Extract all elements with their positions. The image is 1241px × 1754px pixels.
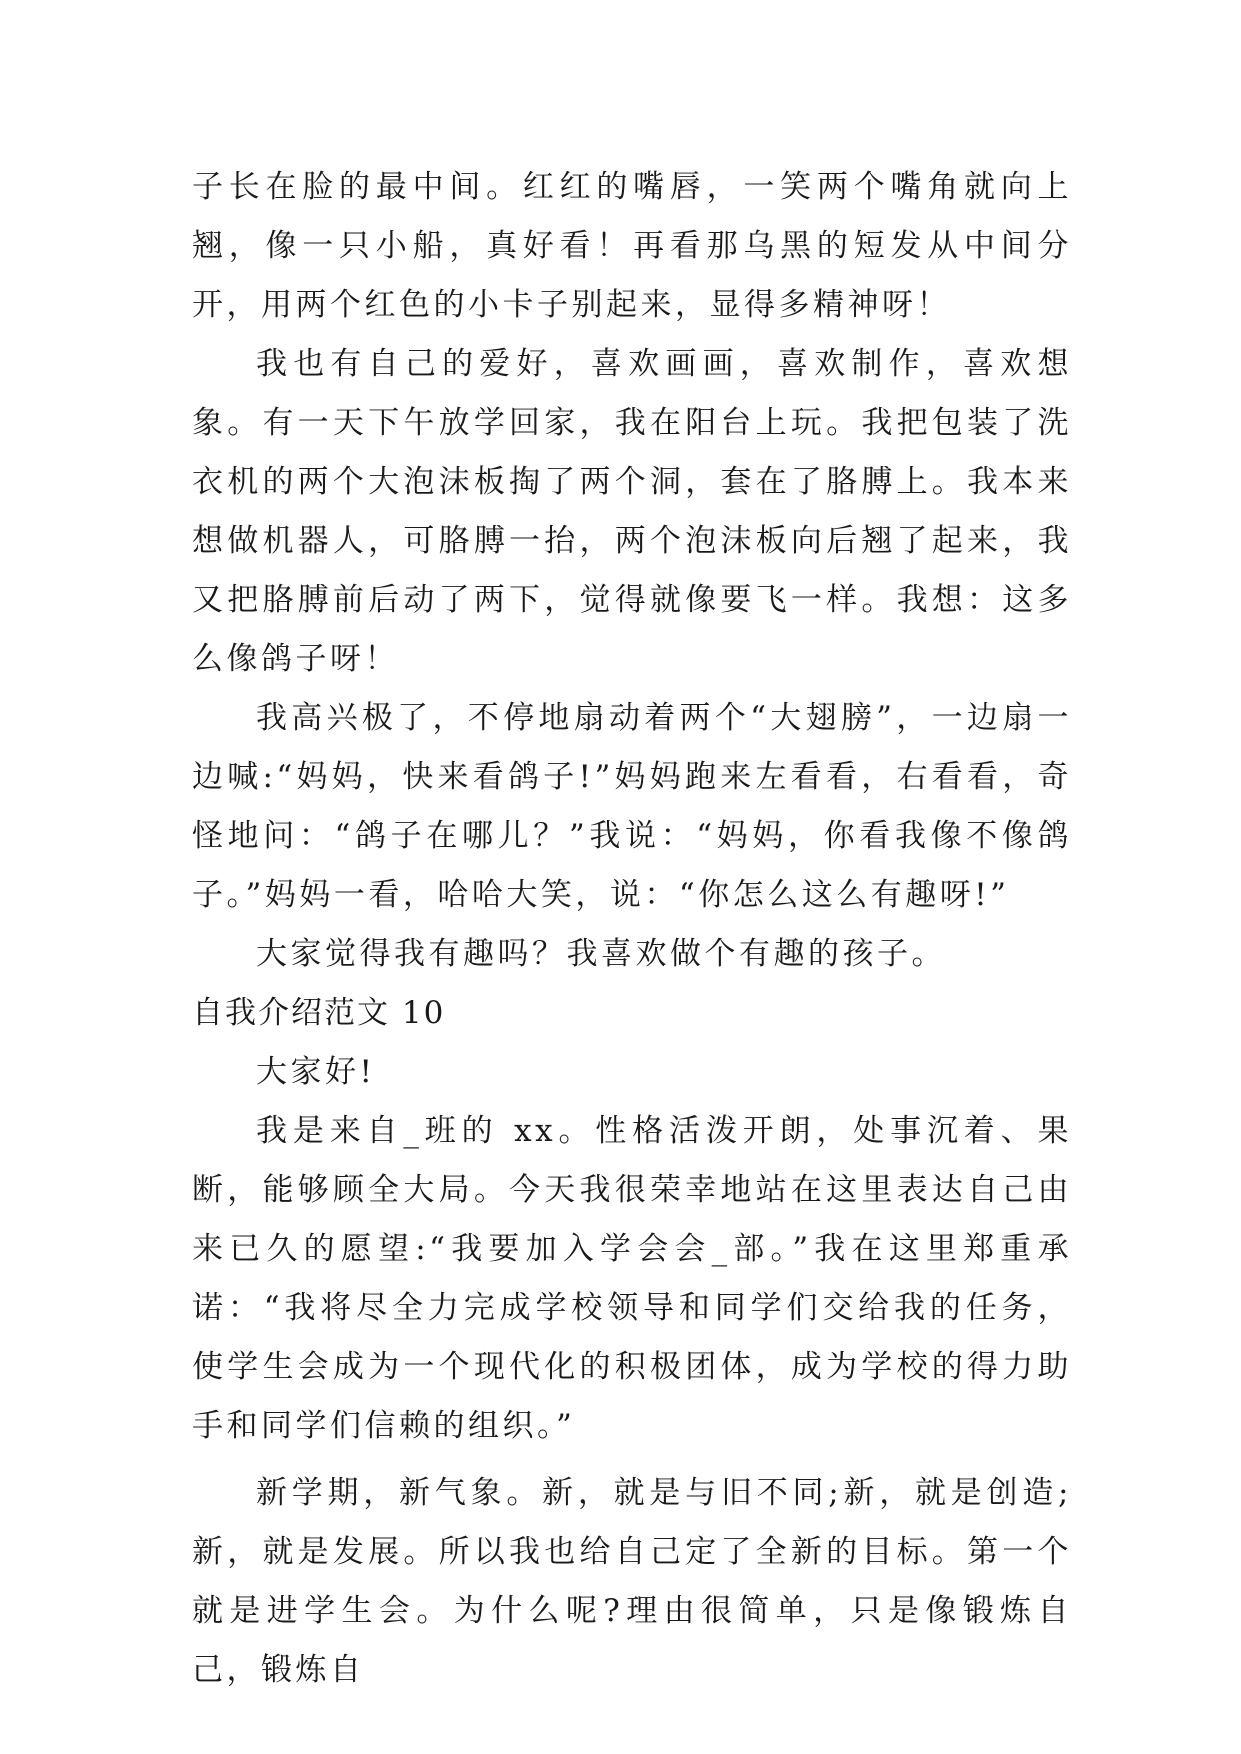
- paragraph-hobbies: 我也有自己的爱好，喜欢画画，喜欢制作，喜欢想象。有一天下午放学回家，我在阳台上玩。我把包装了洗衣机的两个大泡沫板掏了两个洞，套在了胳膊上。我本来想做机器人，可胳膊一抬，两个泡沫板向后翘了起来，我又把胳膊前后动了两下，觉得就像要飞一样。我想：这多么像鸽子呀！: [192, 346, 1072, 677]
- paragraph-new-semester: 新学期，新气象。新，就是与旧不同;新，就是创造;新，就是发展。所以我也给自己定了全新的目标。第一个就是进学生会。为什么呢?理由很简单，只是像锻炼自己，锻炼自: [192, 1475, 1072, 1688]
- paragraph-face-description: 子长在脸的最中间。红红的嘴唇，一笑两个嘴角就向上翘，像一只小船，真好看！再看那乌黑的短发从中间分开，用两个红色的小卡子别起来，显得多精神呀！: [192, 169, 1072, 323]
- paragraph-greeting: 大家好!: [256, 1054, 376, 1090]
- section-heading: 自我介绍范文 10: [192, 995, 446, 1031]
- document-body: [192, 158, 1072, 1700]
- paragraph-pigeon-story: 我高兴极了，不停地扇动着两个“大翅膀”，一边扇一边喊:“妈妈，快来看鸽子!”妈妈跑来左看看，右看看，奇怪地问：“鸽子在哪儿？”我说：“妈妈，你看我像不像鸽子。”妈妈一看，哈哈大笑，说：“你怎么这么有趣呀!”: [192, 700, 1072, 913]
- paragraph-introduction: 我是来自_班的 xx。性格活泼开朗，处事沉着、果断，能够顾全大局。今天我很荣幸地站在这里表达自己由来已久的愿望:“我要加入学会会_部。”我在这里郑重承诺：“我将尽全力完成学校领导和同学们交给我的任务，使学生会成为一个现代化的积极团体，成为学校的得力助手和同学们信赖的组织。”: [192, 1113, 1072, 1444]
- paragraph-gap: [192, 1456, 1072, 1464]
- paragraph-closing: 大家觉得我有趣吗？我喜欢做个有趣的孩子。: [256, 936, 946, 972]
